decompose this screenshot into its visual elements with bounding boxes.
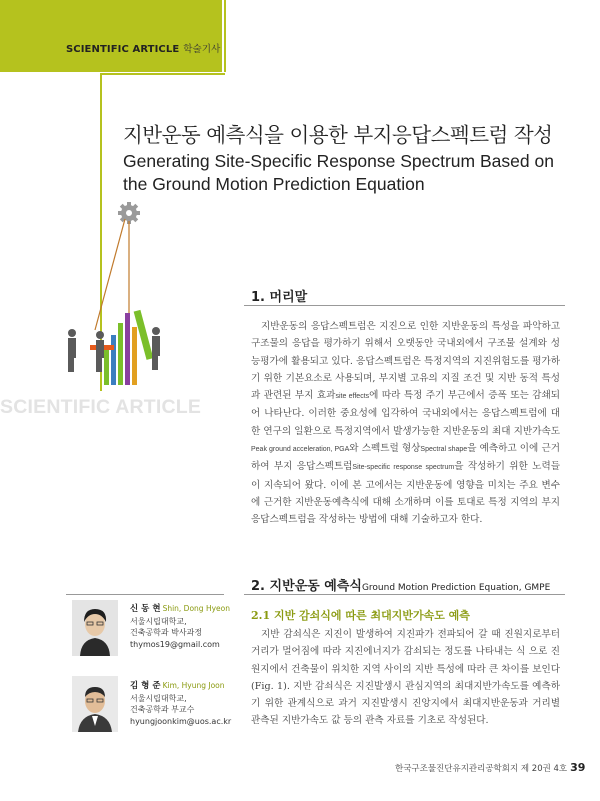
page-footer	[395, 761, 585, 774]
author-info-1	[130, 603, 230, 650]
section-2-heading-sub: Ground Motion Prediction Equation, GMPE	[361, 583, 551, 593]
gear-icon	[118, 202, 140, 224]
author-photo-1	[72, 600, 118, 656]
author-role-1: 건축공학과 박사과정	[130, 628, 203, 637]
section-1-paragraph: 지반운동의 응답스펙트럼은 지진으로 인한 지반운동의 특성을 파악하고 구조물의 응답을 평가하기 위해서 오랫동안 국내외에서 구조물 설계와 성능평가에 활용되고 있다. 응답스펙트럼은 특정지역의 지진위험도를 평가하기 위한 기본요소로 사용되며, 부지별 고유의 지질 조건 및 지반 동적 특성과 관련된 부지 효과site effects에 따라 특정 주기 부근에서 증폭 또는 감쇄되어 나타난다. 이러한 중요성에 입각하여 국내외에서는 응답스펙트럼에 대한 연구의 일환으로 특정지역에서 발생가능한 지반운동의 최대 지반가속도Peak ground acceleration, PGA와 스펙트럴 형상Spectral shape을 예측하고 이에 근거하여 부지 응답스펙트럼Site-specific response spectrum을 작성하기 위한 노력들이 지속되어 왔다. 이에 본 고에서는 지반운동에 영향을 미치는 주요 변수에 근거한 지반운동예측식에 대해 소개하며 이를 토대로 특정 지역의 부지응답스펙트럼을 작성하는 방법에 대해 기술하고자 한다.	[251, 321, 560, 526]
section-2-1-subheading: 2.1 지반 감쇠식에 따른 최대지반가속도 예측	[251, 609, 470, 622]
authors-rule	[66, 594, 224, 595]
title-english: Generating Site-Specific Response Spectrum Based on the Ground Motion Prediction Equation	[123, 151, 554, 194]
author-affiliation-1: 서울시립대학교,	[130, 616, 187, 626]
author-email-2: hyungjoonkim@uos.ac.kr	[130, 716, 232, 726]
frame-line-horizontal	[100, 73, 225, 75]
author-affiliation-2: 서울시립대학교,	[130, 693, 187, 703]
section-2-rule	[244, 594, 565, 595]
journal-name: 한국구조물진단유지관리공학회지 제 20권 4호	[395, 764, 568, 774]
scientific-article-watermark: SCIENTIFIC ARTICLE	[0, 396, 202, 418]
section-1-heading: 1. 머리말	[251, 290, 308, 305]
frame-line-vertical-top	[224, 0, 226, 72]
section-2-heading: 2. 지반운동 예측식Ground Motion Prediction Equation, GMPE	[251, 579, 551, 594]
page-number: 39	[570, 761, 586, 774]
author-info-2	[130, 680, 231, 727]
header-green-block	[0, 0, 222, 72]
section-tag-ko: 학술기사	[183, 44, 221, 55]
author-email-1: thymos19@gmail.com	[130, 639, 220, 649]
author-name-1: 신 동 현 Shin, Dong Hyeon	[130, 604, 230, 614]
section-tag-en: SCIENTIFIC ARTICLE	[66, 44, 180, 55]
author-name-2: 김 형 준 Kim, Hyung Joon	[130, 681, 225, 691]
illustration-people-bars	[40, 195, 240, 405]
title-korean: 지반운동 예측식을 이용한 부지응답스펙트럼 작성	[123, 123, 553, 147]
section-2-paragraph: 지반 감쇠식은 지진이 발생하여 지진파가 전파되어 갈 때 진원지로부터 거리가 멀어짐에 따라 지진에너지가 감쇠되는 정도를 나타내는 식 으로 진원지에서 건축물이 위치한 지역 사이의 지반 특성에 따라 큰 차이를 보인다(Fig. 1). 지반 감쇠식은 지진발생시 관심지역의 최대지반가속도를 예측하기 위한 관계식으로 과거 지진발생시 진앙지에서 최대지반운동과 거리별 관측된 지반가속도 값 등의 관측 자료를 기초로 작성된다.	[251, 629, 560, 727]
author-role-2: 건축공학과 부교수	[130, 705, 195, 714]
author-photo-2	[72, 676, 118, 732]
section-tag	[66, 41, 220, 55]
section-1-rule	[244, 305, 565, 306]
